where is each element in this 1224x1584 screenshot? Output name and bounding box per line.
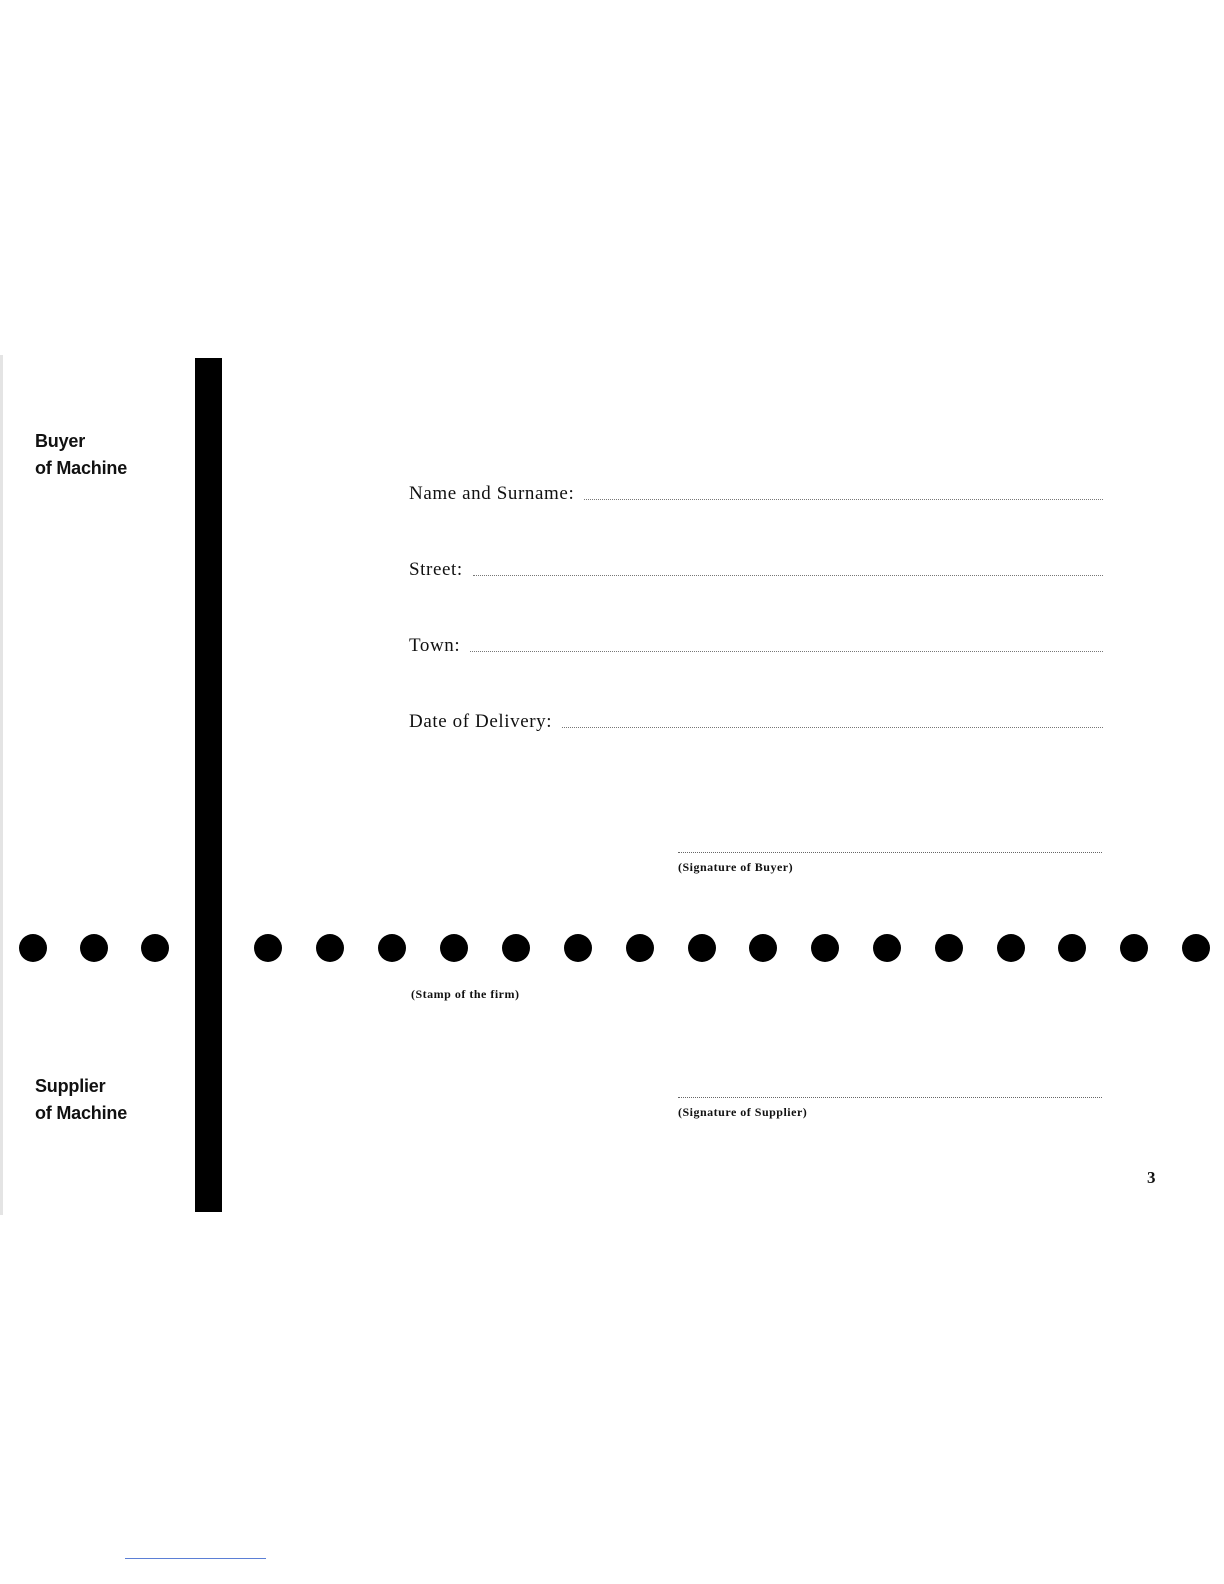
- perforation-dot: [811, 934, 839, 962]
- perforation-dot: [80, 934, 108, 962]
- perforation-dot: [502, 934, 530, 962]
- bottom-rule: [125, 1558, 266, 1559]
- date-of-delivery-field[interactable]: [409, 707, 1103, 733]
- buyer-section-label: [35, 428, 127, 482]
- perforation-dot: [378, 934, 406, 962]
- supplier-signature-caption: (Signature of Supplier): [678, 1105, 808, 1119]
- date-of-delivery-line[interactable]: [562, 727, 1103, 728]
- name-surname-label: Name and Surname:: [409, 483, 575, 504]
- perforation-dot: [316, 934, 344, 962]
- supplier-label-line2: of Machine: [35, 1103, 128, 1123]
- page-edge-shadow: [0, 355, 3, 1215]
- date-of-delivery-label: Date of Delivery:: [409, 711, 553, 732]
- name-surname-line[interactable]: [584, 499, 1103, 500]
- perforation-dot: [1058, 934, 1086, 962]
- perforation-dot: [935, 934, 963, 962]
- perforation-dot: [688, 934, 716, 962]
- vertical-divider-bar: [195, 358, 222, 1212]
- town-label: Town:: [409, 635, 461, 656]
- perforation-dot: [749, 934, 777, 962]
- page-number: 3: [1147, 1168, 1156, 1187]
- street-line[interactable]: [473, 575, 1103, 576]
- perforation-dot: [873, 934, 901, 962]
- perforation-dot: [254, 934, 282, 962]
- street-field[interactable]: [409, 555, 1103, 581]
- supplier-signature-line[interactable]: [678, 1097, 1102, 1098]
- buyer-signature-line[interactable]: [678, 852, 1102, 853]
- town-line[interactable]: [470, 651, 1103, 652]
- street-label: Street:: [409, 559, 463, 580]
- perforation-dot: [19, 934, 47, 962]
- perforation-dot: [1120, 934, 1148, 962]
- buyer-signature-caption: (Signature of Buyer): [678, 860, 794, 874]
- buyer-label-line2: of Machine: [35, 458, 128, 478]
- name-surname-field[interactable]: [409, 479, 1103, 505]
- perforation-dot: [997, 934, 1025, 962]
- perforation-dot: [626, 934, 654, 962]
- perforation-dot: [141, 934, 169, 962]
- supplier-label-line1: Supplier: [35, 1076, 106, 1096]
- supplier-section-label: [35, 1073, 127, 1127]
- perforation-dot: [1182, 934, 1210, 962]
- buyer-label-line1: Buyer: [35, 431, 86, 451]
- perforation-dot: [440, 934, 468, 962]
- perforation-dot: [564, 934, 592, 962]
- town-field[interactable]: [409, 631, 1103, 657]
- stamp-caption: (Stamp of the firm): [411, 987, 520, 1001]
